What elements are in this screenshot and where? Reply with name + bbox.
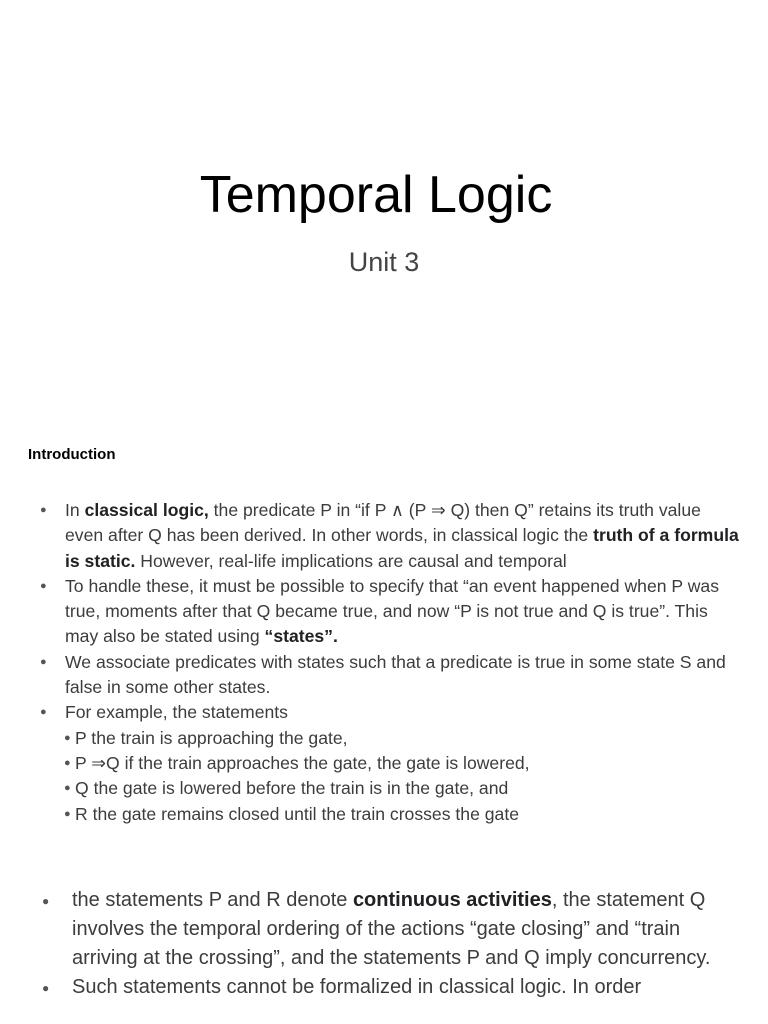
bullet-classical-logic: ● In classical logic, the predicate P in “if P ∧ (P ⇒ Q) then Q” retains its truth value even after Q has been derived. In other words, in classical logic the truth of a formula is static. However, real-life implications are causal and temporal	[0, 498, 740, 574]
sub-item-p-implies-q: ● P ⇒Q if the train approaches the gate, the gate is lowered,	[65, 751, 740, 776]
bullet-cannot-formalize: ● Such statements cannot be formalized in classical logic. In order	[0, 973, 740, 1002]
bullet-continuous-activities: ● the statements P and R denote continuous activities, the statement Q involves the temporal ordering of the actions “gate closing” and “train arriving at the crossing”, and the statements P and Q imply concurrency.	[0, 886, 740, 973]
example-sub-list	[65, 726, 740, 827]
document-title: Temporal Logic	[199, 166, 553, 224]
second-bullet-list	[0, 886, 740, 1002]
intro-bullet-list	[0, 498, 740, 827]
sub-item-p: ● P the train is approaching the gate,	[65, 726, 740, 751]
section-heading: Introduction	[28, 446, 116, 463]
bullet-states: ● To handle these, it must be possible to specify that “an event happened when P was true, moments after that Q became true, and now “P is not true and Q is true”. This may also be stated using “states”.	[0, 574, 740, 650]
sub-item-r: ● R the gate remains closed until the train crosses the gate	[65, 802, 740, 827]
bullet-example: ● For example, the statements ● P the train is approaching the gate, ● P ⇒Q if the train approaches the gate, the gate is lowered, ● Q the gate is lowered before the train is in the gate, and ● R the gate remains closed until the train crosses the gate	[0, 700, 740, 826]
sub-item-q: ● Q the gate is lowered before the train is in the gate, and	[65, 776, 740, 801]
bullet-predicates-states: ● We associate predicates with states such that a predicate is true in some state S and false in some other states.	[0, 650, 740, 701]
document-subtitle: Unit 3	[348, 247, 420, 277]
